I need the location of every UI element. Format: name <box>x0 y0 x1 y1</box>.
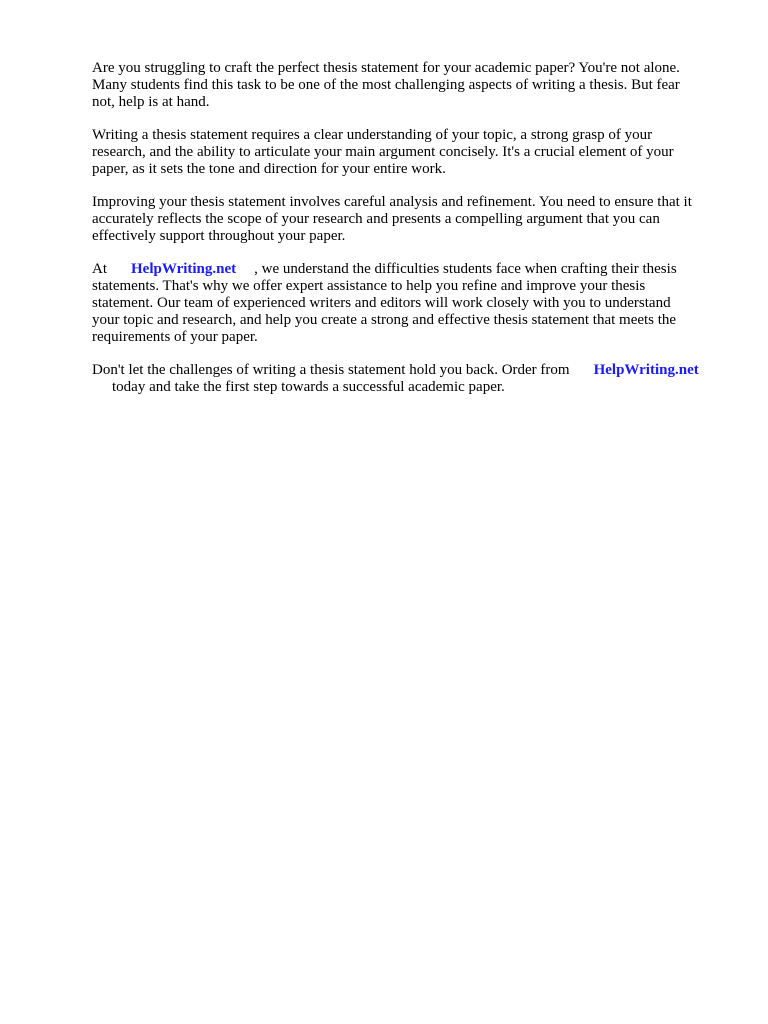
text-line: not, help is at hand. <box>92 94 210 110</box>
text-line <box>92 362 722 379</box>
helpwriting-link[interactable]: HelpWriting.net <box>131 261 237 277</box>
text-line: statements. That's why we offer expert assistance to help you refine and improve your thesis <box>92 278 646 294</box>
text-line: Improving your thesis statement involves careful analysis and refinement. You need to ensure that it <box>92 194 692 210</box>
paragraph-call-to-action <box>92 362 722 396</box>
paragraph-service <box>92 261 722 346</box>
text-line: statement. Our team of experienced writers and editors will work closely with you to understand <box>92 295 671 311</box>
line-prefix: At <box>92 261 107 277</box>
text-line <box>92 379 722 396</box>
text-line: requirements of your paper. <box>92 329 258 345</box>
line-suffix: , we understand the difficulties students face when crafting their thesis <box>254 261 677 277</box>
text-line: accurately reflects the scope of your research and presents a compelling argument that you can <box>92 211 660 227</box>
text-line: Writing a thesis statement requires a clear understanding of your topic, a strong grasp of your <box>92 127 653 143</box>
paragraph-intro <box>92 60 722 111</box>
helpwriting-order-link[interactable]: HelpWriting.net <box>593 362 699 378</box>
paragraph-improving <box>92 194 722 245</box>
paragraph-requirements <box>92 127 722 178</box>
document-body <box>92 60 722 412</box>
text-line: effectively support throughout your paper. <box>92 228 346 244</box>
text-line: paper, as it sets the tone and direction for your entire work. <box>92 161 446 177</box>
text-line: Are you struggling to craft the perfect thesis statement for your academic paper? You're not alone. <box>92 60 680 76</box>
line-prefix: Don't let the challenges of writing a thesis statement hold you back. Order from <box>92 362 570 378</box>
text-line: your topic and research, and help you create a strong and effective thesis statement that meets the <box>92 312 677 328</box>
line-continuation: today and take the first step towards a successful academic paper. <box>112 379 505 395</box>
text-line <box>92 261 722 278</box>
text-line: Many students find this task to be one of the most challenging aspects of writing a thesis. But fear <box>92 77 680 93</box>
text-line: research, and the ability to articulate your main argument concisely. It's a crucial element of your <box>92 144 674 160</box>
